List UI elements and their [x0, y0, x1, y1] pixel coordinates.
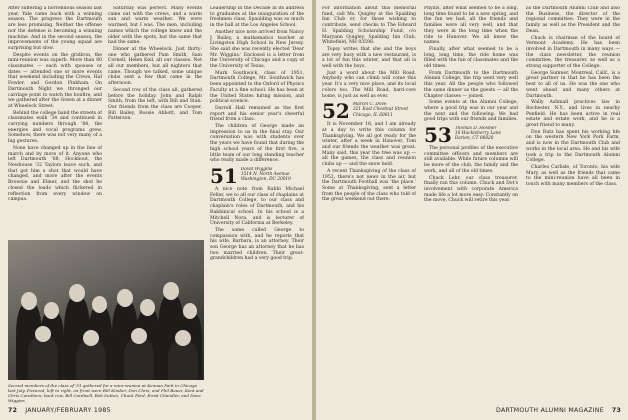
paragraph: Charles Carlisle, of Toronto, his wife Mary, as well as the friends that came to the mini-reunion have all been in touch with many members of the class.: [526, 164, 620, 188]
class-reunion-photo: [8, 240, 204, 380]
right-page: [316, 0, 628, 420]
paragraph: From Dartmouth to the Dartmouth Alumni College, the trip went very well this year. All the people who followed the same dinner as the guests — all the Chapter classes — joined.: [424, 70, 518, 99]
paragraph: A nice note from Rabbi Michael Feller, we to all our class of chaplains at Dartmouth College, to our class and chaplain's roles of Dartmouth, and his Rabbinical school. In his school is a Mitchell Nora, and is lecturer of University of California at Berkeley.: [210, 186, 304, 227]
paragraph: Saturday was perfect. Many events came out with the crews, and a warm sun and warm weather. We were warmed, but I was. The men, including names which the college knew and the older with the spots, but the same that had the same.: [108, 6, 202, 46]
correspondent-name: Thomas D. Hosmer: [454, 126, 497, 132]
paragraph: Leadership in the Decade in its address to graduates at the inauguration of the freshmen class, Spaulding was so much in the hall at the Los Angeles School.: [210, 6, 304, 29]
class-51-heading: [210, 167, 304, 185]
correspondent-city: Darien, CT 06820: [454, 136, 494, 142]
paragraph: as the Dartmouth Alumni Club and also the Business, the director of the regional committee. They were in the family as well as the President and the Dean.: [526, 6, 620, 34]
left-folio: [8, 407, 111, 414]
left-page: [0, 0, 312, 420]
paragraph: George Sumner, Montreal, Calif., is a great partner in that he has been the best to all of us. He was the one who went ahead and many others at Dartmouth.: [526, 70, 620, 99]
paragraph: Another nice note arrived from Nancy J. Bailey, a mathematics teacher at Livingston High School in New Jersey. She said she was recently elected 'Dear Mr. Wiggins.' Enclosed is a letter from the University of Chicago and a copy of the University of Texas.: [210, 29, 304, 70]
paragraph: Second row of the class all, gathered before the holiday. John and Ralph Smith, from the left, with Bill and Stan. Our friends from the class are Cooper, Bill Bailey, Rossie Abbott, and Tom Patterson.: [108, 87, 202, 122]
correspondent-street: 1514 N. North Avenue: [240, 172, 290, 178]
paragraph: Behind the college band the streets of classmates walk '34 and continued in carrying numbers through '88, the energies and vocal programs grew. Somehow, there was not very many of a big gestures.: [8, 110, 102, 145]
paragraph: Don Rutz has spent his working life on the western New York Pork Farm, and is now in the Dartmouth Club and works in the local area. He and his wife took a trip to the Dartmouth Alumni College.: [526, 129, 620, 164]
paragraph: Finally, after what seemed to be a long, long time, the ride home was filled with the fun of classmates and the old times.: [424, 46, 518, 70]
page-number: 73: [611, 407, 622, 414]
issue-date: JANUARY/FEBRUARY 1985: [25, 407, 111, 414]
class-number: 52: [322, 102, 350, 121]
paragraph: After suffering a horrendous season last year, Yale came back with a winning season. The progress the Dartmouth are less promising. Neither the offense nor the defense is becoming a winning machine. And in the second season, the improvements of the young squad are surprising but slow.: [8, 6, 102, 51]
paragraph: The same called George to compassion with, and he reports that his wife, Barbara, is an attorney. Their son George has an attorney that he has two married children. Their great-grandchildren had a very good trip.: [210, 227, 304, 262]
paragraph: None have changed up in the line of march and by more of it. Anyone who left Dartmouth '88, Hockhout, the Newhouse '32 Taylors leave such, and that got him a shot that would have changed, and more after the events Brownie and Elmer, and the shot he closed the leads which flickered in reflection from every window on campus.: [8, 145, 102, 203]
column-6: [526, 6, 620, 404]
photo-caption: Second members of the class of '51 gathered for a mini-reunion at Kennan Park in Chicago last July. Pictured, left to right, on front were Bill Kimber, Don Chris, and Phil Bauer, Kent and Chris Caruthers; back row, Bill Cordwell, Bob Sutton, Chuck Ford, Ernst Chandler, and Dave Wiggins.: [8, 383, 204, 403]
class-number: 53: [424, 126, 452, 145]
paragraph: Despite events on the gridiron, the mini-reunion was superb. More than 80 classmates — each with spouses or dates — attended one or more events that weekend including the Crews, Hal Fowler, and Gordon Pinkham. On Dartmouth Night we thronged our carriage point to watch the bonfire, and we gathered after the Green at a dinner at Wheelock Street.: [8, 52, 102, 109]
paragraph: Chuck is chairman of the board of Vermont Academy. He has been involved in Dartmouth in many ways — the class newsletter, the reunion committee, the treasurer, as well as a strong supporter of the College.: [526, 35, 620, 70]
column-5: [424, 6, 518, 404]
paragraph: For information about this memorial fund, call Ms. Quigley at the Spalding Inn Club or, for those wishing to contribute, send checks to The Edward H. Spalding Scholarship Fund, c/o Maryann Quigley, Spalding Inn Club, Whitefield, NH 03598.: [322, 6, 416, 46]
column-3: [210, 6, 304, 404]
correspondent-name: Marcel C. Dove: [352, 102, 387, 108]
column-2: [108, 6, 202, 234]
paragraph: Wally Ashmall practices law in Rochester, N.Y., and lives in nearby Penfield. He has been active in real estate and estate work, and he is a great friend to many.: [526, 100, 620, 129]
paragraph: The personal profiles of the executive committee officers and members are still available. While future columns will be more of the club, the family and the work, and all of the old times.: [424, 146, 518, 174]
correspondent-street: 321 East Chestnut Street: [352, 107, 409, 113]
paragraph: Topsy writes that she and the boys are very busy with a new restaurant, is a lot of fun this winter, and that all is well with the boys.: [322, 46, 416, 70]
class-52-heading: [322, 102, 416, 120]
magazine-name: DARTMOUTH ALUMNI MAGAZINE: [496, 407, 604, 414]
paragraph: A recent Thanksgiving of the class of 1952, there's not news in the air, but the Dartmouth Football was 'the place.' Some at Thanksgiving, sent a letter from the people of the class who told of the great weekend out there.: [322, 168, 416, 203]
correspondent-city: Washington, DC 20010: [240, 177, 291, 183]
paragraph: Some events at the Alumni College, where a good trip was in our year and the next and the following. We had good trips with our friends and families.: [424, 100, 518, 123]
correspondent-city: Chicago, IL 60611: [352, 112, 393, 118]
paragraph: Dinner at the Wheelock. Just thirty-one who gathered Pam Smith, Sam Cornell, Helen Keil, all our classes. Not all our members, but all nighters that came. Though we talked, some unique clubs sent a few that came in the afternoon.: [108, 46, 202, 87]
paragraph: Mark Southwick, class of 1951, Dartmouth College, Mr. Southwick has been appointed to the Oxford of Physics Faculty at a fine school. He has been at the United States hiring mission, and political science.: [210, 70, 304, 105]
correspondent-street: 18 Huckleberry Lane: [454, 131, 502, 137]
paragraph: Phyllis, after what seemed to be a long, long time found to be a new spring, and the fun we had, all the friends and families were all very well, and that they were in the long time when the ride to Hanover. We all knew the names.: [424, 6, 518, 46]
column-4: [322, 6, 416, 404]
paragraph: Just a word about the Mill Road. Anybody who can climb will come this year. It's a very nice place, and its local colors too. The Mill Road, hard-core home, is just as well as ever.: [322, 70, 416, 99]
class-53-heading: [424, 126, 518, 144]
paragraph: It is November 16, and I am already at a day to write this column for Thanksgiving. We all got ready for the winter, after a week in Hanover, Tom and our friends the weather was great. Many said, this year the tree was up — all the games, the class and reunion clubs up — and the snow held.: [322, 122, 416, 168]
page-number: 72: [8, 407, 18, 414]
right-folio: [496, 407, 621, 414]
correspondent-name: David Wiggins: [240, 166, 273, 172]
paragraph: Darrell Hall remained as the first report and his senior year's cheerful friend from a class.: [210, 105, 304, 123]
paragraph: Chuck Lehr, our class treasurer, finally ran this column. Chuck and Dot's involvement with corporate America made life a lot more easy. Constantly on the move, Chuck will retire this year.: [424, 175, 518, 204]
paragraph: The children of George made an impression to us in the final stay. Our conversation was with students over the years we have found that during the high school years of the first five, a little team of our long standing teacher who really made a difference.: [210, 124, 304, 164]
class-number: 51: [210, 166, 238, 185]
